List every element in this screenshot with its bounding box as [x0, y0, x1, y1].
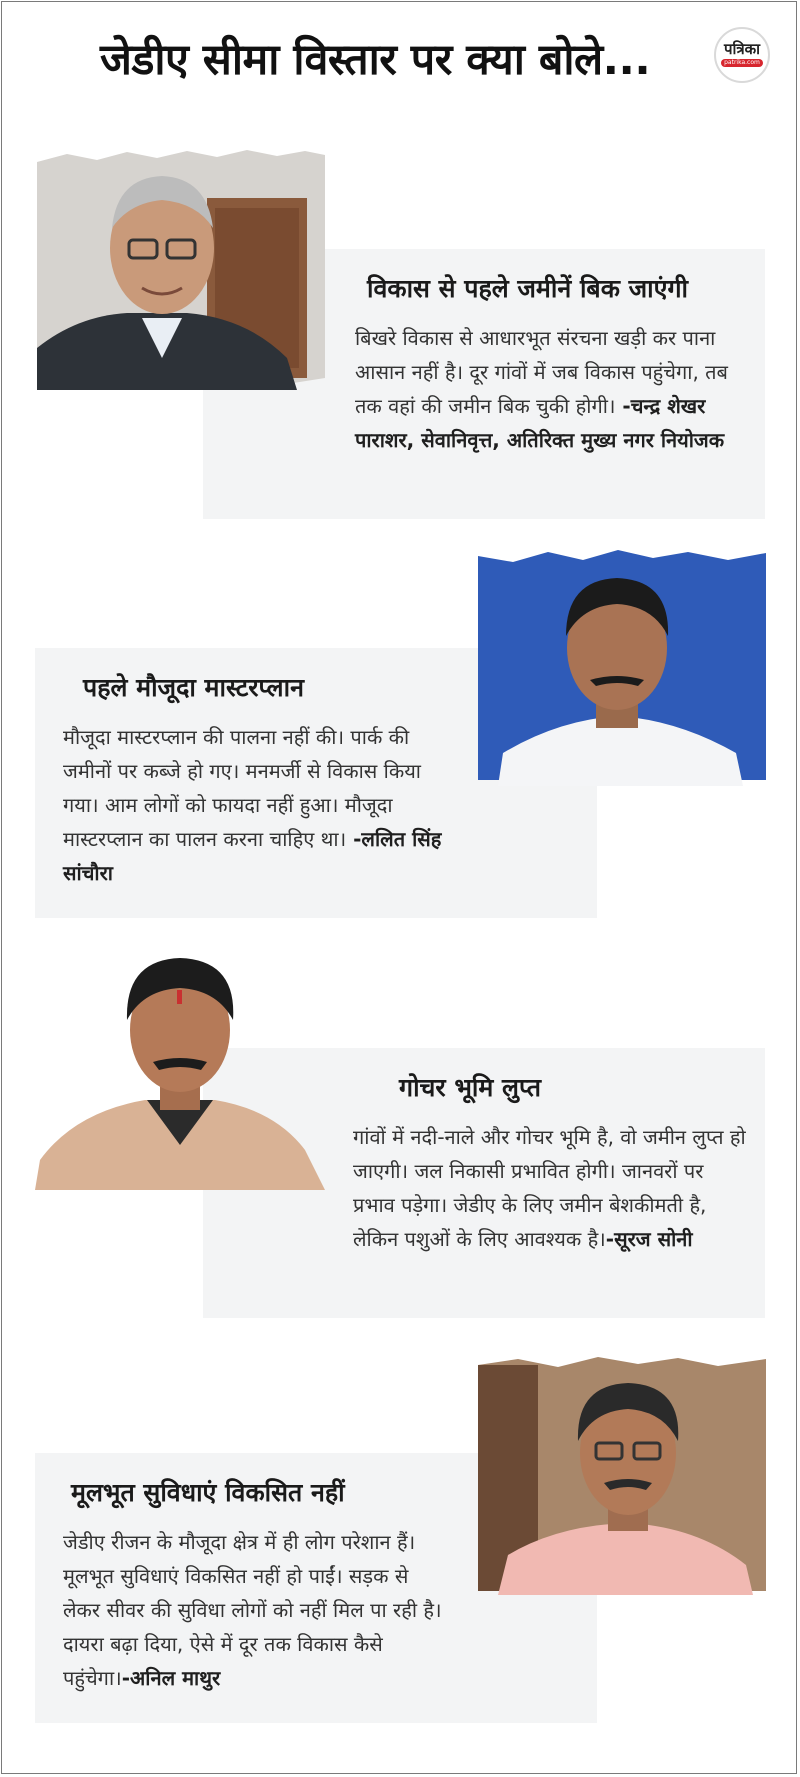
card-heading-3: गोचर भूमि लुप्त — [399, 1073, 541, 1102]
person-photo-3 — [35, 950, 325, 1190]
person-portrait-icon — [37, 148, 325, 390]
card-body-4 — [63, 1525, 448, 1695]
card-body-3 — [353, 1120, 748, 1256]
card-heading-1: विकास से पहले जमीनें बिक जाएंगी — [367, 274, 688, 303]
card-body-1 — [355, 321, 745, 457]
person-portrait-icon — [478, 1355, 766, 1595]
person-portrait-icon — [478, 548, 766, 786]
card-text-3: गांवों में नदी-नाले और गोचर भूमि है, वो जमीन लुप्त हो जाएगी। जल निकासी प्रभावित होगी। जानवरों पर प्रभाव पड़ेगा। जेडीए के लिए जमीन बेशकीमती है, लेकिन पशुओं के लिए आवश्यक है। — [353, 1125, 746, 1251]
card-attribution-4: -अनिल माथुर — [121, 1666, 221, 1690]
logo-name: पत्रिका — [723, 40, 761, 58]
person-photo-2 — [478, 548, 766, 786]
person-photo-1 — [37, 148, 325, 390]
card-text-4: जेडीए रीजन के मौजूदा क्षेत्र में ही लोग परेशान हैं। मूलभूत सुविधाएं विकसित नहीं हो पाईं। सड़क से लेकर सीवर की सुविधा लोगों को नहीं मिल पा रही है। दायरा बढ़ा दिया, ऐसे में दूर तक विकास कैसे पहुंचेगा। — [63, 1530, 442, 1690]
card-text-2: मौजूदा मास्टरप्लान की पालना नहीं की। पार्क की जमीनों पर कब्जे हो गए। मनमर्जी से विकास किया गया। आम लोगों को फायदा नहीं हुआ। मौजूदा मास्टरप्लान का पालन करना चाहिए था। — [63, 725, 421, 851]
card-attribution-3: -सूरज सोनी — [605, 1227, 693, 1251]
page-title: जेडीए सीमा विस्तार पर क्या बोले... — [100, 35, 651, 85]
card-heading-2: पहले मौजूदा मास्टरप्लान — [83, 673, 304, 702]
card-text-1: बिखरे विकास से आधारभूत संरचना खड़ी कर पाना आसान नहीं है। दूर गांवों में जब विकास पहुंचेगा, तब तक वहां की जमीन बिक चुकी होगी। — [355, 326, 728, 418]
patrika-logo — [714, 27, 770, 83]
person-portrait-icon — [35, 950, 325, 1190]
logo-url: patrika.com — [721, 59, 763, 67]
card-attribution-2: -ललित सिंह सांचौरा — [63, 827, 442, 885]
card-heading-4: मूलभूत सुविधाएं विकसित नहीं — [71, 1478, 345, 1507]
card-body-2 — [63, 720, 448, 890]
card-attribution-1: -चन्द्र शेखर पाराशर, सेवानिवृत्त, अतिरिक्त मुख्य नगर नियोजक — [355, 394, 725, 452]
person-photo-4 — [478, 1355, 766, 1595]
